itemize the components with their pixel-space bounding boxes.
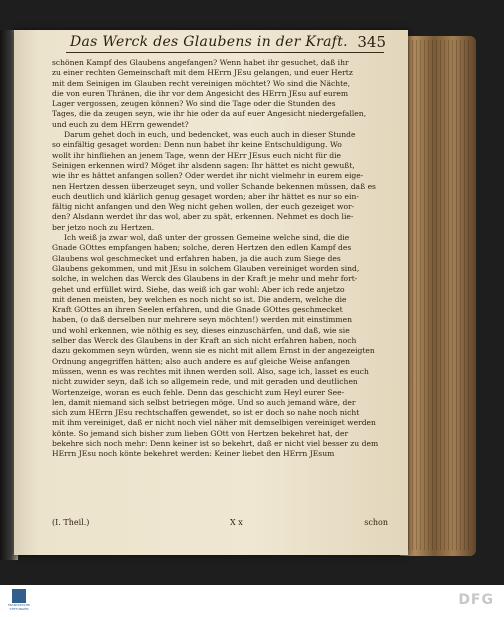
page-header (70, 30, 386, 52)
text-line: bekehre sich noch mehr: Denn keiner ist so bekehrt, daß er nicht viel besser zu dem (52, 438, 379, 448)
text-line: solche, in welchen das Werck des Glaubens in der Kraft je mehr und mehr fort- (52, 274, 358, 284)
text-line: und euch zu dem HErrn gewendet? (52, 119, 189, 129)
text-line: fältig nicht anfangen und den Weg nicht gehen wollen, der euch gezeiget wor- (52, 202, 355, 212)
text-line: mit dem Seinigen im Glauben recht vereinigen möchtet? Wo sind die Nächte, (52, 78, 351, 88)
page-number: 345 (357, 33, 386, 51)
text-line: sich zum HErrn JEsu rechtschaffen gewendet, so ist er doch so nahe noch nicht (52, 408, 360, 418)
text-line: Tages, die da zeugen seyn, wie ihr hie oder da auf euer Angesicht niedergefallen, (52, 109, 367, 119)
text-line: schönen Kampf des Glaubens angefangen? Wenn habet ihr gesuchet, daß ihr (52, 58, 349, 67)
logo-text: FRANCKESCHE STIFTUNGEN (7, 603, 31, 611)
text-line: Glaubens wol geschmecket und erfahren haben, ja die auch zum Siege des (52, 253, 341, 263)
text-line: und wohl erkennen, wie nöthig es sey, dieses einzuschärfen, und daß, wie sie (52, 325, 350, 335)
text-line: haben, (o daß derselben nur mehrere seyn möchten!) werden mit einstimmen (52, 315, 352, 325)
text-line: mit ihm vereiniget, daß er nicht noch viel näher mit demselbigen vereiniget werden (52, 418, 376, 428)
text-line: Glaubens gekommen, und mit JEsu in solchem Glauben vereiniget worden sind, (52, 263, 360, 273)
text-line: Gnade GOttes empfangen haben; solche, deren Hertzen den edlen Kampf des (52, 243, 352, 253)
text-line: selber das Werck des Glaubens in der Kraft an sich nicht erfahren haben, noch (52, 336, 357, 346)
viewer-footer-bar (0, 585, 504, 617)
running-title: Das Werck des Glaubens in der Kraft. (70, 34, 348, 50)
catchword: schon (364, 518, 388, 527)
text-line: nicht zuwider seyn, daß ich so allgemein rede, und mit geraden und deutlichen (52, 377, 358, 387)
text-line: Darum gehet doch in euch, und bedencket, was euch auch in dieser Stunde (64, 130, 356, 140)
text-line: nen Hertzen dessen überzeuget seyn, und voller Schande bekennen müssen, daß es (52, 181, 376, 191)
page-footer (52, 518, 388, 532)
text-line: so einfältig gesaget worden: Denn nun habet ihr keine Entschuldigung. Wo (52, 140, 342, 150)
text-line: mit denen meisten, bey welchen es noch nicht so ist. Die andern, welche die (52, 294, 347, 304)
text-line: wollt ihr hinfliehen an jenem Tage, wenn der HErr JEsus euch nicht für die (52, 150, 342, 160)
text-line: dazu gekommen seyn würden, wenn sie es nicht mit allem Ernst in der angezeigten (52, 346, 375, 356)
text-line: die von euren Thränen, die ihr vor dem Angesicht des HErrn JEsu auf eurem (52, 88, 349, 98)
logo-emblem-icon (12, 589, 26, 603)
header-rule (66, 52, 384, 53)
sheet-mark: X x (230, 518, 243, 527)
text-line: Lager vergossen, zeugen können? Wo sind die Tage oder die Stunden des (52, 99, 336, 109)
dfg-logo[interactable]: DFG (458, 592, 494, 608)
text-line: zu einer rechten Gemeinschaft mit dem HErrn JEsu gelangen, und euer Hertz (52, 68, 353, 78)
text-line: den? Alsdann werdet ihr das wol, aber zu spät, erkennen. Nehmet es doch lie- (52, 212, 354, 222)
text-line: ber jetzo noch zu Hertzen. (52, 222, 155, 232)
text-line: Kraft GOttes an ihren Seelen erfahren, und die Gnade GOttes geschmecket (52, 305, 343, 315)
text-line: len, damit niemand sich selbst betriegen möge. Und so auch jemand wäre, der (52, 397, 356, 407)
text-line: euch deutlich und klärlich genug gesaget worden; aber ihr hättet es nur so ein- (52, 191, 359, 201)
franckesche-stiftungen-logo[interactable] (6, 589, 32, 615)
signature-mark: (I. Theil.) (52, 518, 90, 527)
text-line: müssen, wenn es was rechtes mit ihnen werden soll. Also, sage ich, lasset es euch (52, 366, 369, 376)
page-edges (404, 40, 470, 550)
text-line: Ordnung angegriffen hätten; also auch andere es auf gleiche Weise anfangen (52, 356, 351, 366)
text-line: könte. So jemand sich bisher zum lieben GOtt von Hertzen bekehret hat, der (52, 428, 349, 438)
text-line: HErrn JEsu noch könte bekehret werden: Keiner liebet den HErrn JEsum (52, 449, 335, 459)
text-line: wie ihr es hättet anfangen sollen? Oder werdet ihr nicht vielmehr in eurem eige- (52, 171, 364, 181)
text-line: Seinigen erkennen wird? Möget ihr alsdenn sagen: Ihr hättet es nicht gewußt, (52, 160, 355, 170)
body-text (52, 58, 388, 518)
text-line: gehet und erfüllet wird. Siehe, das weiß ich gar wohl: Aber ich rede anjetzo (52, 284, 345, 294)
text-line: Ich weiß ja zwar wol, daß unter der grossen Gemeine welche sind, die die (64, 233, 350, 243)
text-line: Wortenzeige, woran es euch fehle. Denn das geschicht zum Heyl eurer See- (52, 387, 345, 397)
